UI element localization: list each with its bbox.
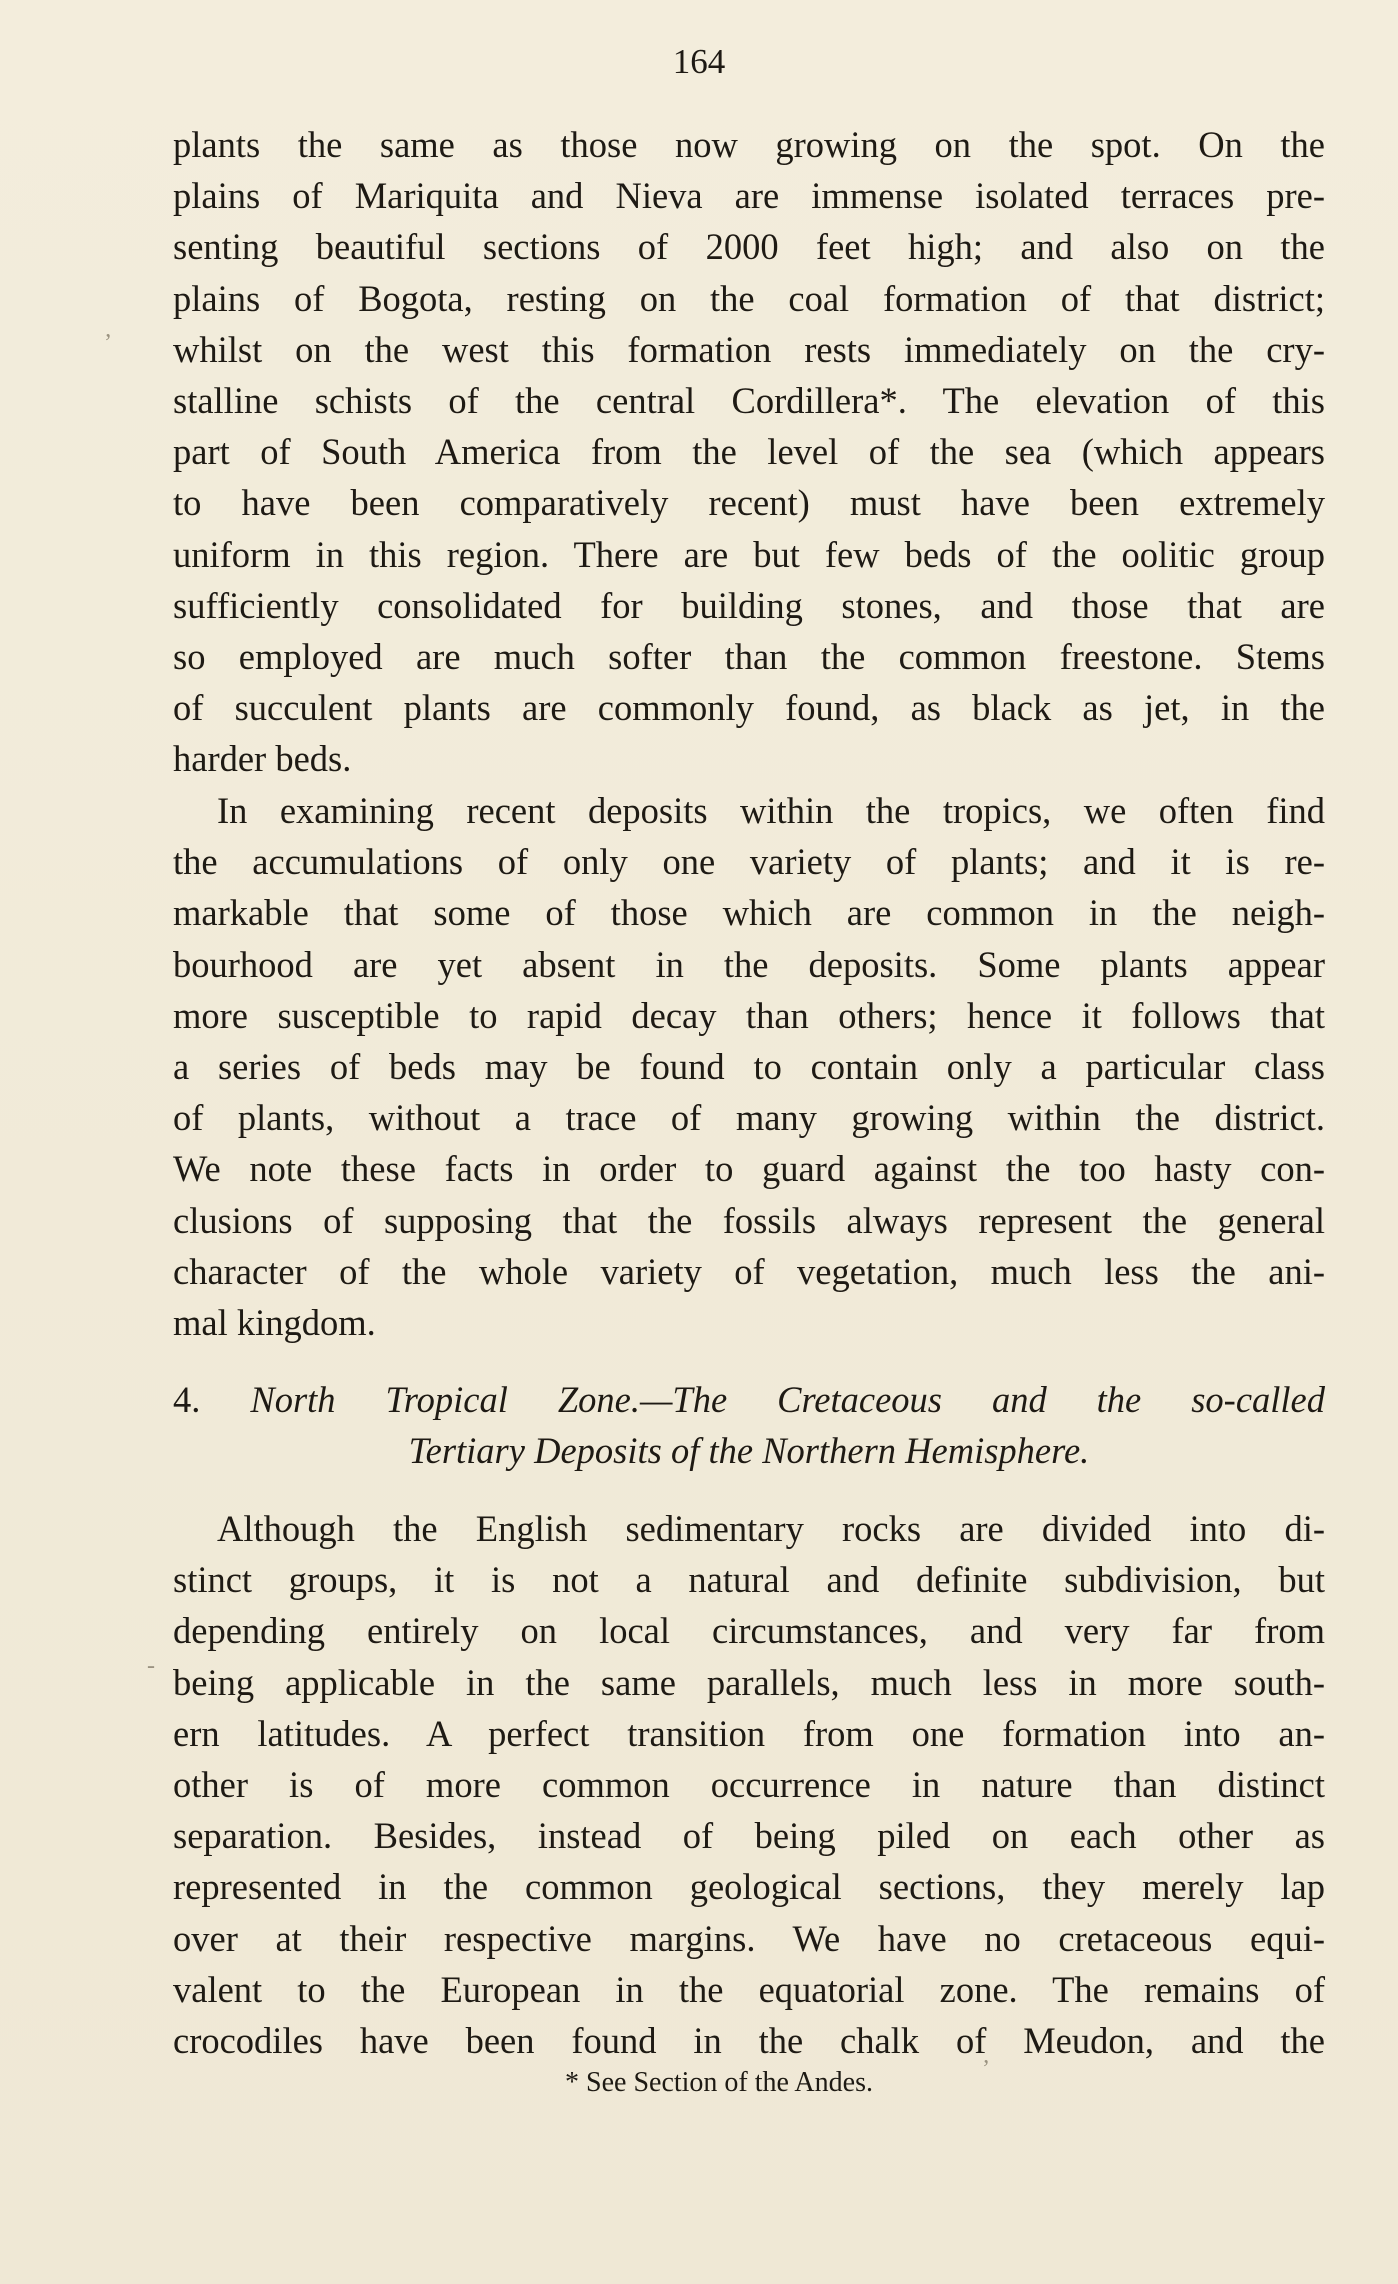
text-line: so employed are much softer than the common freestone. Stems: [173, 636, 1325, 678]
section-title-part-2: Tertiary Deposits of the Northern Hemisphere.: [408, 1430, 1090, 1472]
text-line: represented in the common geological sections, they merely lap: [173, 1866, 1325, 1908]
text-line: valent to the European in the equatorial zone. The remains of: [173, 1968, 1325, 2010]
text-line: In examining recent deposits within the tropics, we often find: [217, 790, 1325, 831]
section-number: 4.: [173, 1379, 201, 1420]
section-heading-line-2: [173, 1425, 1325, 1476]
text-line: sufficiently consolidated for building stones, and those that are: [173, 584, 1325, 626]
footnote: * See Section of the Andes.: [565, 2067, 873, 2098]
paragraph-recent-deposits: [173, 785, 1325, 1348]
text-line: bourhood are yet absent in the deposits. Some plants appear: [173, 943, 1325, 985]
page-number: 164: [672, 42, 726, 81]
text-line: We note these facts in order to guard against the too hasty con-: [173, 1148, 1325, 1190]
paragraph-oolitic-group: [173, 119, 1325, 785]
text-line: harder beds.: [173, 738, 352, 780]
text-line: separation. Besides, instead of being piled on each other as: [173, 1815, 1325, 1857]
text-line: stinct groups, it is not a natural and definite subdivision, but: [173, 1559, 1325, 1601]
text-line: to have been comparatively recent) must have been extremely: [173, 482, 1325, 524]
text-line: Although the English sedimentary rocks are divided into di-: [217, 1508, 1325, 1549]
text-line: of plants, without a trace of many growing within the district.: [173, 1097, 1325, 1139]
text-line: plants the same as those now growing on the spot. On the: [173, 124, 1325, 165]
text-line: crocodiles have been found in the chalk of Meudon, and the: [173, 2020, 1325, 2062]
text-line: plains of Bogota, resting on the coal formation of that district;: [173, 277, 1325, 319]
text-line: mal kingdom.: [173, 1302, 376, 1344]
text-line: senting beautiful sections of 2000 feet high; and also on the: [173, 226, 1325, 268]
text-line: markable that some of those which are common in the neigh-: [173, 892, 1325, 934]
paragraph-sedimentary-rocks: [173, 1503, 1325, 2066]
margin-mark: ʼ: [104, 330, 112, 356]
section-title-part-1: North Tropical Zone.—The Cretaceous and the so-called: [250, 1379, 1326, 1420]
text-line: other is of more common occurrence in nature than distinct: [173, 1764, 1325, 1806]
text-line: the accumulations of only one variety of plants; and it is re-: [173, 841, 1325, 883]
text-line: of succulent plants are commonly found, as black as jet, in the: [173, 687, 1325, 729]
text-line: character of the whole variety of vegetation, much less the ani-: [173, 1250, 1325, 1292]
text-line: being applicable in the same parallels, much less in more south-: [173, 1661, 1325, 1703]
text-line: a series of beds may be found to contain only a particular class: [173, 1046, 1325, 1088]
text-line: more susceptible to rapid decay than others; hence it follows that: [173, 994, 1325, 1036]
text-line: depending entirely on local circumstances, and very far from: [173, 1610, 1325, 1652]
text-line: uniform in this region. There are but few beds of the oolitic group: [173, 533, 1325, 575]
text-line: stalline schists of the central Cordillera*. The elevation of this: [173, 380, 1325, 422]
margin-mark: ʼ: [982, 2056, 990, 2082]
text-line: part of South America from the level of the sea (which appears: [173, 431, 1325, 473]
text-line: ern latitudes. A perfect transition from one formation into an-: [173, 1712, 1325, 1754]
margin-mark: -: [147, 1653, 155, 1679]
section-heading: [173, 1374, 1325, 1476]
text-line: clusions of supposing that the fossils always represent the general: [173, 1199, 1325, 1241]
text-line: over at their respective margins. We have no cretaceous equi-: [173, 1917, 1325, 1959]
text-line: plains of Mariquita and Nieva are immense isolated terraces pre-: [173, 175, 1325, 217]
text-line: whilst on the west this formation rests immediately on the cry-: [173, 328, 1325, 370]
section-heading-line-1: [173, 1374, 1325, 1425]
